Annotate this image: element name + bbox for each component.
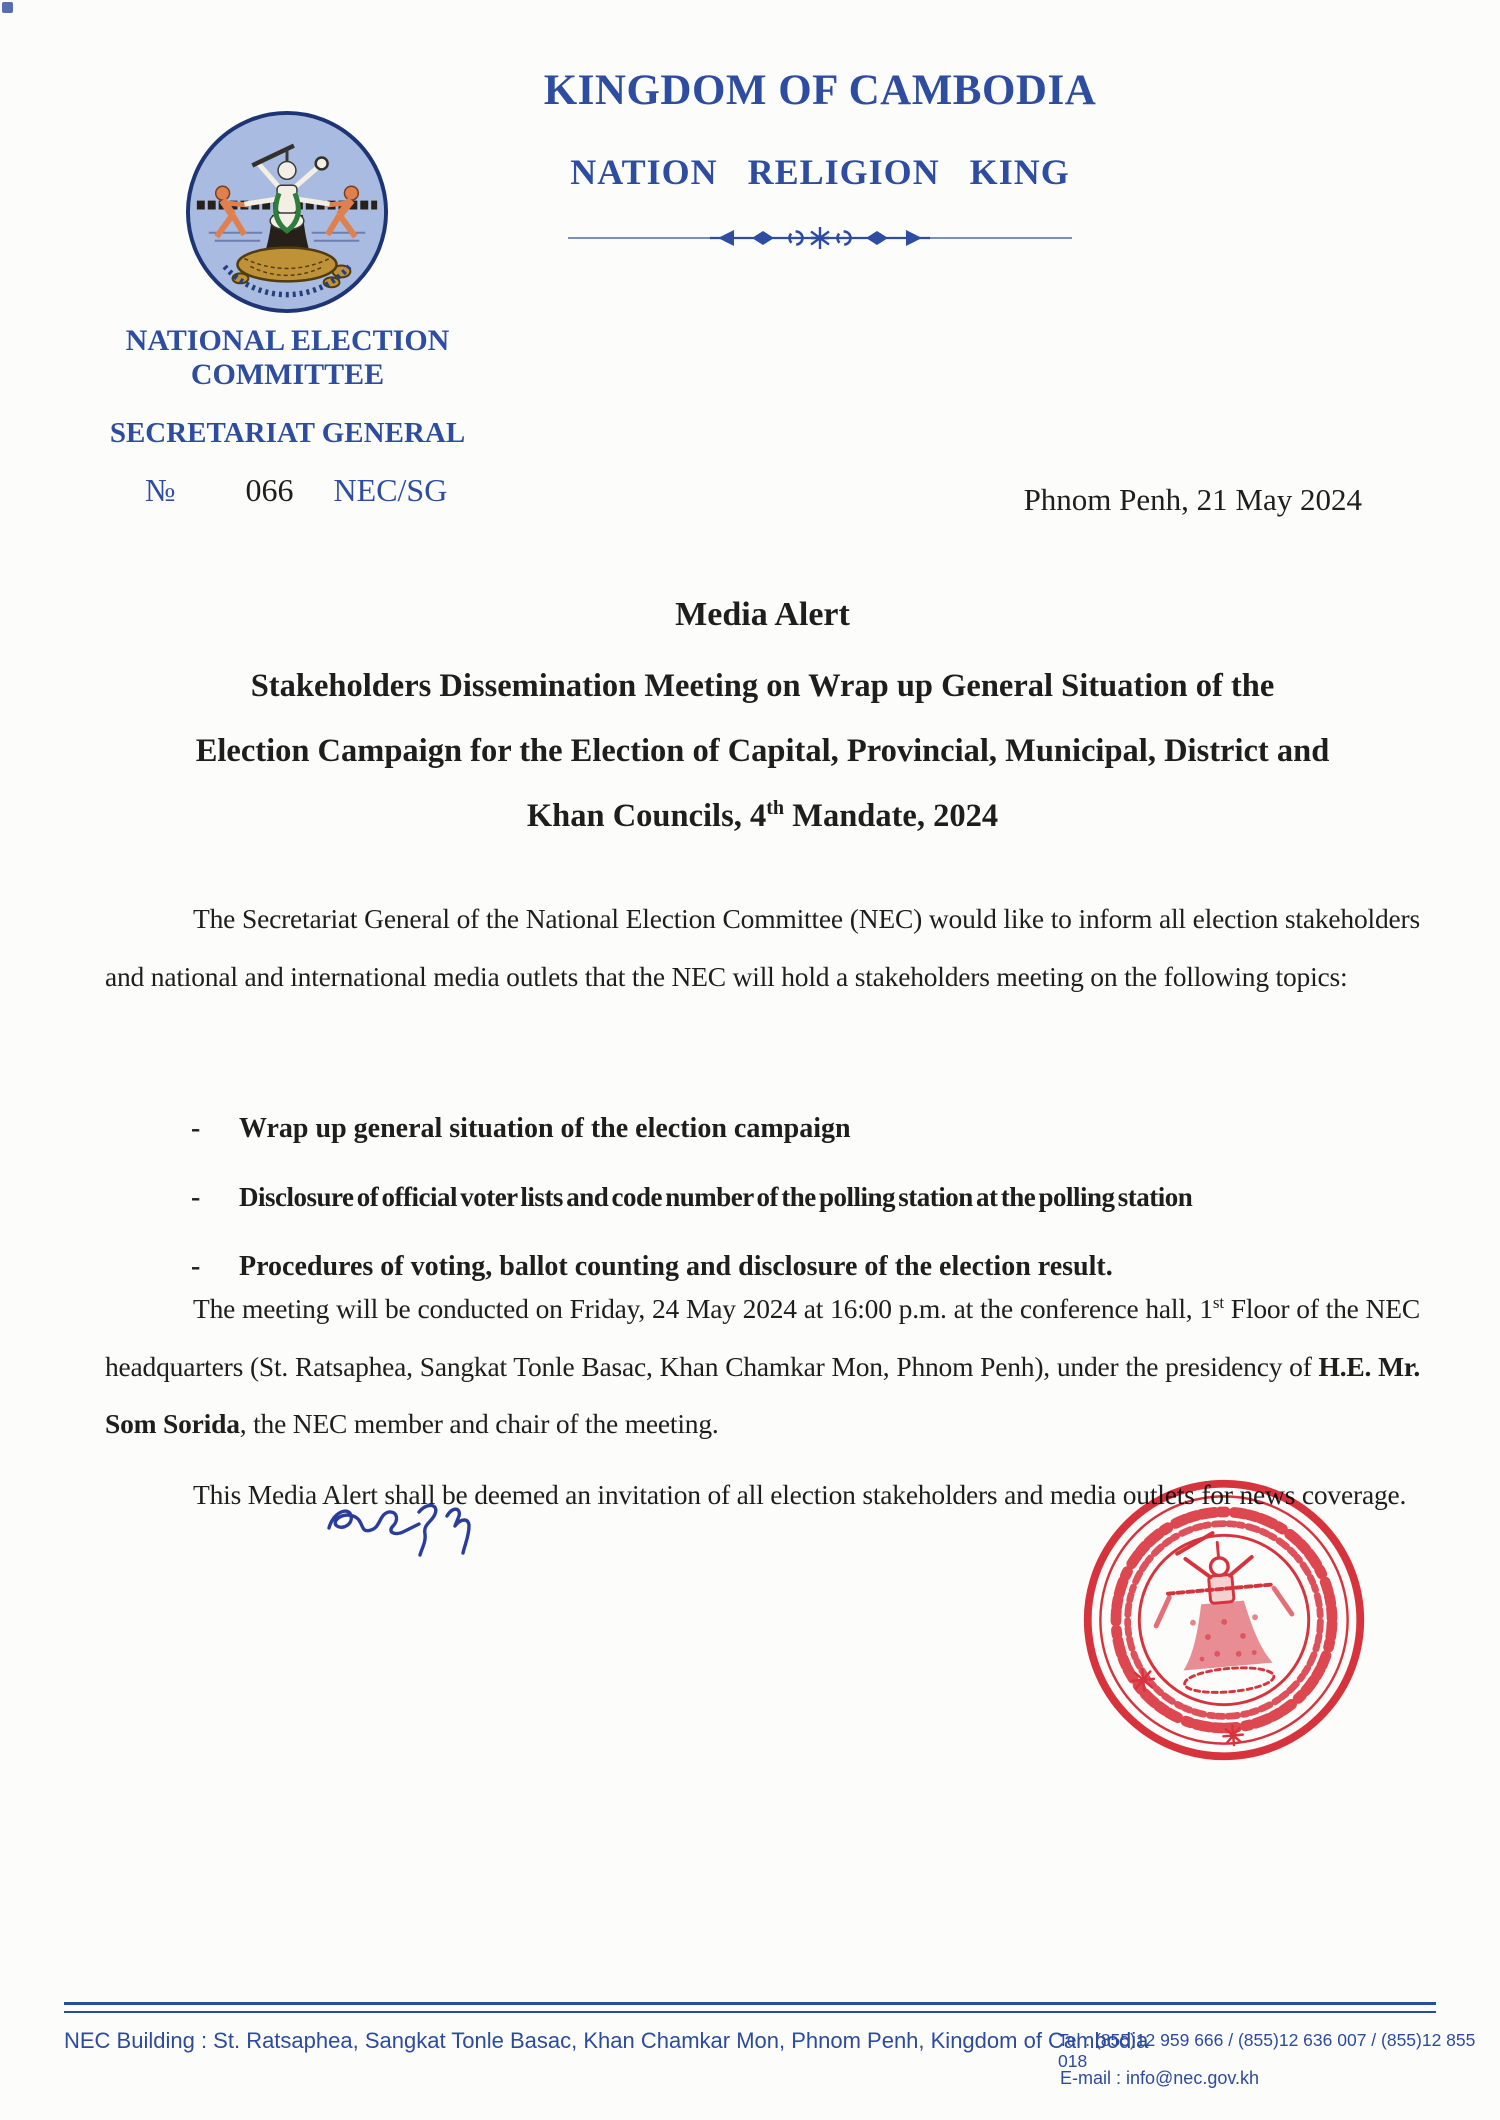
kingdom-title: KINGDOM OF CAMBODIA [543, 67, 1097, 114]
dash-marker: - [191, 1251, 201, 1282]
topic-text: Wrap up general situation of the election campaign [239, 1113, 851, 1144]
list-item [105, 1100, 1420, 1157]
dash-marker: - [191, 1182, 201, 1213]
chair-name: H.E. Mr. Som Sorida [105, 1350, 1420, 1439]
subject-line-3-text: Khan Councils, 4 [526, 798, 767, 834]
document-number [35, 472, 540, 509]
meeting-paragraph [105, 1280, 1420, 1453]
document-number-value: 066 [245, 472, 294, 508]
footer-divider [64, 2002, 1436, 2013]
meeting-text: , the NEC member and chair of the meeting. [239, 1408, 719, 1439]
ordinal-superscript: th [766, 797, 785, 820]
meeting-text: The meeting will be conducted on Friday, 24 May 2024 at 16:00 p.m. at the conference hall, 1 [193, 1293, 1213, 1324]
dash-marker: - [191, 1113, 201, 1144]
list-item [105, 1169, 1420, 1226]
organization-block [35, 324, 540, 509]
ornamental-divider-icon [560, 225, 1080, 251]
doc-title: Media Alert [675, 596, 850, 633]
topic-text: Procedures of voting, ballot counting and disclosure of the election result. [239, 1251, 1113, 1282]
subject-line-2: Election Campaign for the Election of Capital, Provincial, Municipal, District and [195, 733, 1330, 769]
footer-email: E-mail : info@nec.gov.kh [1060, 2068, 1260, 2088]
footer-telephone: Tel : (855)12 959 666 / (855)12 636 007 / (855)12 855 018 [1058, 2030, 1476, 2071]
intro-paragraph: The Secretariat General of the National Election Committee (NEC) would like to inform all election stakeholders and national and international media outlets that the NEC will hold a stakeholders meeting on the following topics: [105, 903, 1420, 992]
signature-mark [323, 1482, 488, 1564]
kingdom-header [420, 66, 1220, 256]
topics-list [105, 1100, 1420, 1307]
org-name: NATIONAL ELECTION COMMITTEE [125, 324, 450, 391]
topic-text: Disclosure of official voter lists and code number of the polling station at the polling station [239, 1182, 1193, 1212]
dateline: Phnom Penh, 21 May 2024 [1023, 482, 1362, 517]
scan-artifact-speck [2, 2, 13, 13]
nec-emblem-logo [183, 108, 391, 316]
ordinal-superscript: st [1212, 1292, 1224, 1312]
number-symbol: № [145, 472, 176, 508]
document-number-suffix: NEC/SG [333, 472, 448, 508]
footer-address: NEC Building : St. Ratsaphea, Sangkat Tonle Basac, Khan Chamkar Mon, Phnom Penh, Kingdom of Cambodia [64, 2028, 1149, 2053]
subject-line-3 [105, 784, 1420, 849]
national-motto: NATION RELIGION KING [570, 152, 1070, 192]
subject-line-3-tail: Mandate, 2024 [784, 798, 999, 834]
subject-line-1: Stakeholders Dissemination Meeting on Wrap up General Situation of the [250, 668, 1275, 704]
meeting-text: Floor of the NEC headquarters (St. Ratsaphea, Sangkat Tonle Basac, Khan Chamkar Mon, Phnom Penh), under the presidency of [105, 1293, 1420, 1382]
red-seal-stamp [1078, 1472, 1370, 1768]
subject-title [105, 654, 1420, 849]
org-unit: SECRETARIAT GENERAL [109, 417, 466, 449]
closing-paragraph: This Media Alert shall be deemed an invitation of all election stakeholders and media outlets for news coverage. [193, 1479, 1407, 1510]
